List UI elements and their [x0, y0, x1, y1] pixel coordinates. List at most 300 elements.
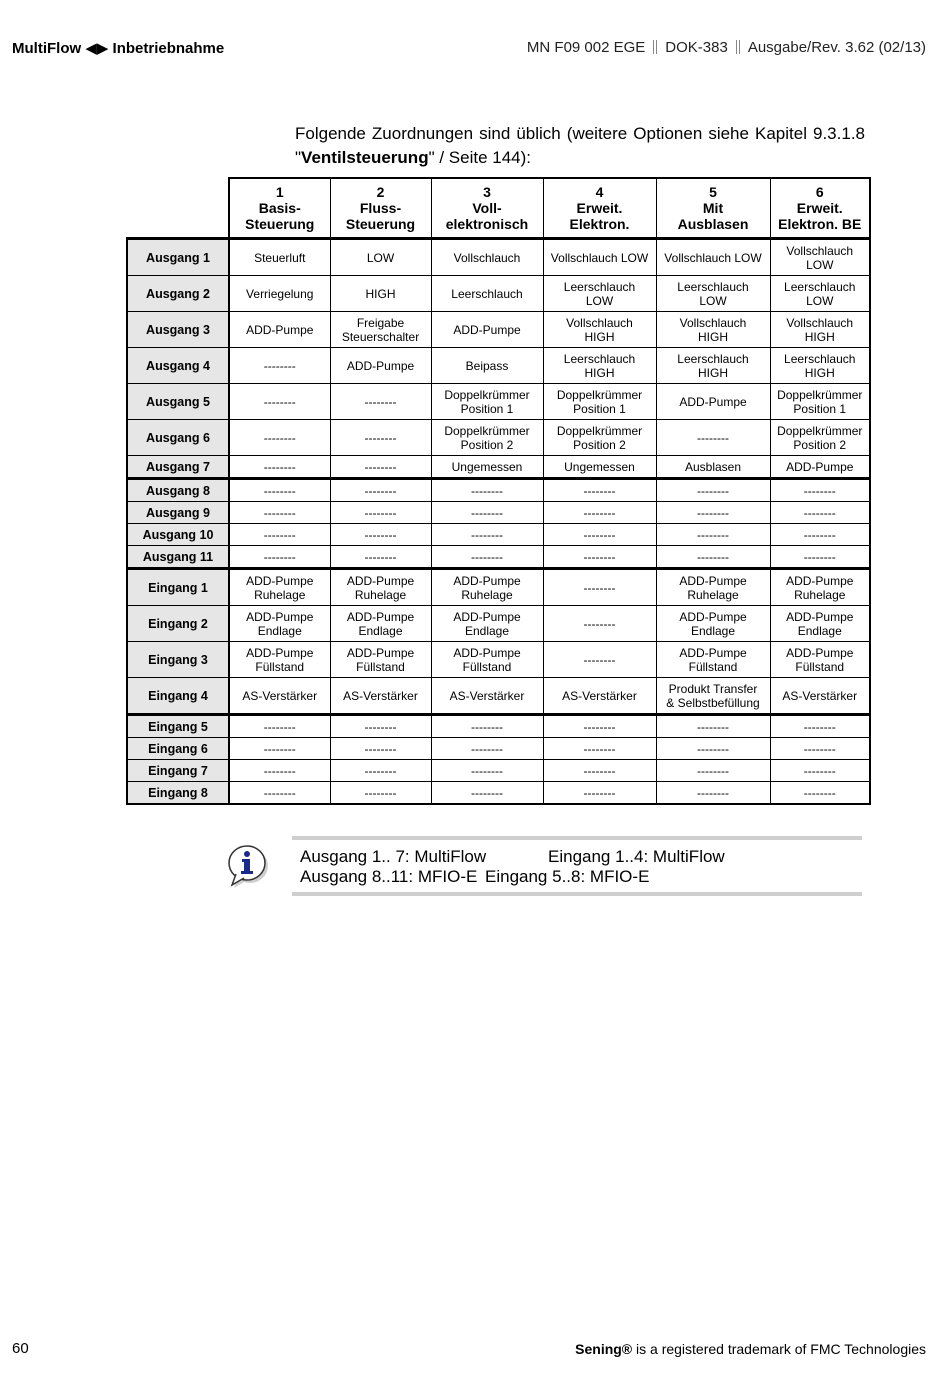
table-row — [127, 569, 870, 606]
cell-line: -------- — [803, 549, 836, 564]
doc-number: MN F09 002 EGE — [526, 39, 646, 56]
cell-line: -------- — [583, 652, 616, 667]
brand-name: Sening® — [575, 1341, 633, 1357]
table-cell — [431, 546, 543, 569]
column-header-line: 5 — [709, 184, 717, 200]
table-row — [127, 456, 870, 479]
cell-line: Vollschlauch — [786, 315, 854, 330]
cell-line: -------- — [697, 741, 729, 756]
cell-line: -------- — [364, 719, 397, 734]
table-cell — [229, 276, 330, 312]
footer-trademark — [575, 1341, 926, 1357]
table-cell — [330, 502, 431, 524]
table-cell — [770, 312, 870, 348]
table-cell — [543, 760, 656, 782]
table-cell — [431, 738, 543, 760]
table-cell — [229, 524, 330, 546]
cell-line: Ungemessen — [564, 459, 635, 474]
cell-line: ADD-Pumpe — [453, 322, 521, 337]
table-cell — [770, 479, 870, 502]
cell-line: Leerschlauch — [451, 286, 523, 301]
cell-line: -------- — [263, 394, 296, 409]
cell-line: -------- — [263, 549, 296, 564]
cell-line: -------- — [697, 430, 729, 445]
cell-line: -------- — [364, 394, 397, 409]
cell-line: -------- — [471, 785, 503, 800]
table-cell — [431, 642, 543, 678]
table-row — [127, 239, 870, 276]
row-label: Eingang 1 — [127, 569, 229, 606]
cell-line: -------- — [583, 741, 616, 756]
cell-line: -------- — [583, 616, 616, 631]
table-cell — [330, 606, 431, 642]
table-cell — [229, 606, 330, 642]
table-cell — [431, 239, 543, 276]
cell-line: LOW — [806, 257, 834, 272]
row-label: Eingang 6 — [127, 738, 229, 760]
cell-line: ADD-Pumpe — [453, 573, 521, 588]
table-cell — [229, 312, 330, 348]
table-cell — [330, 715, 431, 738]
info-icon — [226, 844, 272, 890]
cell-line: -------- — [263, 459, 296, 474]
cell-line: ADD-Pumpe — [786, 609, 854, 624]
table-cell — [656, 276, 770, 312]
column-header-line: elektronisch — [445, 216, 529, 232]
column-header-line: Elektron. — [569, 216, 630, 232]
row-label: Eingang 2 — [127, 606, 229, 642]
table-cell — [330, 760, 431, 782]
cell-line: Leerschlauch — [784, 351, 856, 366]
cell-line: ADD-Pumpe — [346, 573, 415, 588]
column-header-line: Voll- — [472, 200, 502, 216]
table-cell — [770, 738, 870, 760]
column-header-line: 2 — [376, 184, 385, 200]
table-cell — [656, 782, 770, 805]
column-header-line: 1 — [275, 184, 284, 200]
table-cell — [431, 678, 543, 715]
cell-line: -------- — [263, 527, 296, 542]
cell-line: -------- — [263, 505, 296, 520]
cell-line: -------- — [263, 430, 296, 445]
table-cell — [431, 715, 543, 738]
row-label: Eingang 4 — [127, 678, 229, 715]
cell-line: Ungemessen — [451, 459, 523, 474]
table-cell — [770, 678, 870, 715]
cell-line: -------- — [803, 763, 836, 778]
cell-line: ADD-Pumpe — [786, 573, 854, 588]
cell-line: -------- — [697, 505, 729, 520]
table-row — [127, 420, 870, 456]
table-cell — [229, 502, 330, 524]
cell-line: Ausblasen — [684, 459, 742, 474]
column-header-line: 4 — [595, 184, 604, 200]
table-cell — [656, 524, 770, 546]
cell-line: Position 2 — [460, 437, 514, 452]
cell-line: AS-Verstärker — [449, 688, 525, 703]
header-document-info — [527, 39, 926, 56]
cell-line: -------- — [583, 527, 616, 542]
cell-line: Ruhelage — [354, 587, 407, 602]
cell-line: -------- — [263, 719, 296, 734]
column-header-4 — [543, 178, 656, 239]
cell-line: ADD-Pumpe — [786, 645, 854, 660]
cell-line: -------- — [471, 505, 503, 520]
cell-line: Vollschlauch — [679, 315, 747, 330]
cell-line: Position 1 — [573, 401, 626, 416]
column-header-line: Steuerung — [345, 216, 416, 232]
cell-line: -------- — [263, 785, 296, 800]
column-header-2 — [330, 178, 431, 239]
cell-line: HIGH — [584, 365, 615, 380]
intro-text-before: Folgende Zuordnungen sind üblich (weitere Optionen siehe Kapitel 9.3.1.8 " — [295, 124, 865, 167]
cell-line: Doppelkrümmer — [777, 423, 863, 438]
cell-line: -------- — [364, 785, 397, 800]
cell-line: Doppelkrümmer — [444, 387, 530, 402]
cell-line: AS-Verstärker — [242, 688, 318, 703]
column-header-line: Basis- — [258, 200, 301, 216]
table-cell — [543, 678, 656, 715]
table-cell — [770, 782, 870, 805]
table-cell — [330, 678, 431, 715]
cell-line: AS-Verstärker — [343, 688, 418, 703]
table-cell — [431, 760, 543, 782]
cell-line: ADD-Pumpe — [679, 573, 747, 588]
table-cell — [431, 502, 543, 524]
cell-line: -------- — [364, 527, 397, 542]
cell-line: AS-Verstärker — [562, 688, 637, 703]
table-cell — [656, 348, 770, 384]
table-cell — [229, 738, 330, 760]
table-cell — [330, 642, 431, 678]
column-header-line: Mit — [702, 200, 724, 216]
table-cell — [330, 420, 431, 456]
cell-line: Vollschlauch — [786, 243, 854, 258]
table-cell — [330, 312, 431, 348]
cell-line: Doppelkrümmer — [556, 387, 643, 402]
cell-line: Ruhelage — [794, 587, 846, 602]
table-row — [127, 678, 870, 715]
cell-line: -------- — [583, 719, 616, 734]
cell-line: LOW — [806, 293, 834, 308]
cell-line: -------- — [583, 505, 616, 520]
table-cell — [656, 569, 770, 606]
table-cell — [543, 642, 656, 678]
cell-line: Doppelkrümmer — [777, 387, 863, 402]
cell-line: Ruhelage — [254, 587, 306, 602]
table-cell — [656, 479, 770, 502]
table-cell — [656, 760, 770, 782]
cell-line: HIGH — [804, 365, 835, 380]
cell-line: Vollschlauch LOW — [664, 250, 762, 265]
table-cell — [770, 420, 870, 456]
table-cell — [543, 479, 656, 502]
cell-line: Position 2 — [793, 437, 847, 452]
cell-line: -------- — [697, 785, 729, 800]
column-header-line: 3 — [483, 184, 491, 200]
table-row — [127, 606, 870, 642]
cell-line: -------- — [364, 459, 397, 474]
cell-line: ADD-Pumpe — [786, 459, 854, 474]
row-label: Ausgang 4 — [127, 348, 229, 384]
table-cell — [431, 606, 543, 642]
row-label: Ausgang 3 — [127, 312, 229, 348]
cell-line: -------- — [364, 549, 397, 564]
table-cell — [431, 569, 543, 606]
table-row — [127, 760, 870, 782]
note-divider-top — [292, 836, 862, 840]
note-inputs-mfio: Eingang 5..8: MFIO-E — [485, 867, 650, 886]
row-label: Ausgang 2 — [127, 276, 229, 312]
column-header-5 — [656, 178, 770, 239]
cell-line: -------- — [583, 763, 616, 778]
table-cell — [330, 239, 431, 276]
cell-line: Leerschlauch — [784, 279, 856, 294]
table-cell — [229, 384, 330, 420]
table-cell — [543, 546, 656, 569]
cell-line: -------- — [803, 741, 836, 756]
table-cell — [229, 348, 330, 384]
cell-line: Leerschlauch — [563, 279, 636, 294]
cell-line: -------- — [697, 719, 729, 734]
cell-line: -------- — [803, 483, 836, 498]
cell-line: ADD-Pumpe — [679, 645, 747, 660]
separator — [736, 40, 740, 54]
cell-line: LOW — [585, 293, 614, 308]
table-cell — [770, 642, 870, 678]
table-cell — [543, 524, 656, 546]
cell-line: -------- — [803, 719, 836, 734]
row-label: Ausgang 8 — [127, 479, 229, 502]
note-inputs-multiflow: Eingang 1..4: MultiFlow — [548, 847, 725, 866]
table-cell — [656, 546, 770, 569]
cell-line: -------- — [803, 785, 836, 800]
table-cell — [229, 569, 330, 606]
table-cell — [330, 456, 431, 479]
table-cell — [770, 456, 870, 479]
cell-line: Ruhelage — [461, 587, 513, 602]
column-header-3 — [431, 178, 543, 239]
revision: Ausgabe/Rev. 3.62 (02/13) — [747, 39, 926, 56]
table-cell — [543, 420, 656, 456]
cell-line: Leerschlauch — [563, 351, 636, 366]
cell-line: Endlage — [358, 623, 403, 638]
column-header-line: Steuerung — [245, 216, 315, 232]
table-cell — [229, 678, 330, 715]
cell-line: -------- — [364, 483, 397, 498]
table-cell — [543, 456, 656, 479]
cell-line: -------- — [263, 358, 296, 373]
table-cell — [770, 715, 870, 738]
cell-line: Leerschlauch — [677, 351, 749, 366]
column-header-1 — [229, 178, 330, 239]
cell-line: Leerschlauch — [677, 279, 749, 294]
cell-line: Ruhelage — [687, 587, 739, 602]
cell-line: HIGH — [365, 286, 396, 301]
table-cell — [229, 479, 330, 502]
row-label: Ausgang 9 — [127, 502, 229, 524]
cell-line: Position 1 — [793, 401, 847, 416]
table-cell — [431, 276, 543, 312]
cell-line: Freigabe — [356, 315, 405, 330]
cell-line: -------- — [263, 741, 296, 756]
cell-line: -------- — [697, 527, 729, 542]
cell-line: ADD-Pumpe — [453, 609, 521, 624]
cell-line: Füllstand — [795, 659, 845, 674]
table-row — [127, 546, 870, 569]
table-row — [127, 384, 870, 420]
note-outputs-multiflow: Ausgang 1.. 7: MultiFlow — [300, 847, 487, 866]
cell-line: Füllstand — [255, 659, 305, 674]
table-cell — [431, 524, 543, 546]
table-cell — [770, 606, 870, 642]
separator — [653, 40, 657, 54]
table-cell — [229, 642, 330, 678]
row-label: Eingang 5 — [127, 715, 229, 738]
cell-line: Position 2 — [573, 437, 626, 452]
cell-line: ADD-Pumpe — [246, 609, 314, 624]
table-cell — [229, 546, 330, 569]
table-cell — [431, 312, 543, 348]
table-cell — [330, 524, 431, 546]
column-header-6 — [770, 178, 870, 239]
cell-line: Füllstand — [356, 659, 405, 674]
cell-line: AS-Verstärker — [782, 688, 858, 703]
table-cell — [330, 782, 431, 805]
cell-line: ADD-Pumpe — [246, 573, 314, 588]
column-header-line: Erweit. — [576, 200, 623, 216]
row-label: Ausgang 7 — [127, 456, 229, 479]
table-cell — [656, 642, 770, 678]
cell-line: -------- — [583, 580, 616, 595]
table-cell — [543, 239, 656, 276]
table-cell — [656, 606, 770, 642]
table-cell — [229, 420, 330, 456]
intro-text-after: " / Seite 144): — [428, 148, 532, 167]
row-label: Ausgang 10 — [127, 524, 229, 546]
table-cell — [543, 782, 656, 805]
cell-line: Vollschlauch — [453, 250, 521, 265]
table-cell — [770, 546, 870, 569]
cell-line: Füllstand — [462, 659, 512, 674]
cell-line: -------- — [697, 549, 729, 564]
cell-line: HIGH — [804, 329, 835, 344]
column-header-line: Erweit. — [796, 200, 843, 216]
table-row — [127, 782, 870, 805]
table-cell — [330, 546, 431, 569]
table-cell — [330, 276, 431, 312]
table-row — [127, 502, 870, 524]
cell-line: -------- — [471, 527, 503, 542]
table-cell — [431, 420, 543, 456]
cell-line: Endlage — [690, 623, 736, 638]
table-cell — [770, 384, 870, 420]
cell-line: HIGH — [698, 329, 728, 344]
table-corner — [127, 178, 229, 239]
cell-line: Vollschlauch LOW — [550, 250, 649, 265]
table-cell — [656, 384, 770, 420]
table-row — [127, 479, 870, 502]
table-cell — [229, 715, 330, 738]
note-divider-bottom — [292, 892, 862, 896]
table-cell — [656, 420, 770, 456]
cell-line: -------- — [803, 527, 836, 542]
table-cell — [431, 479, 543, 502]
table-cell — [330, 348, 431, 384]
cell-line: ADD-Pumpe — [246, 645, 314, 660]
cell-line: -------- — [697, 483, 729, 498]
table-cell — [543, 569, 656, 606]
cell-line: Endlage — [464, 623, 510, 638]
cell-line: HIGH — [698, 365, 728, 380]
allocation-table — [126, 177, 871, 805]
table-cell — [770, 239, 870, 276]
row-label: Eingang 8 — [127, 782, 229, 805]
table-row — [127, 312, 870, 348]
trademark-text: is a registered trademark of FMC Technologies — [632, 1341, 926, 1357]
cell-line: ADD-Pumpe — [346, 609, 415, 624]
table-cell — [770, 276, 870, 312]
table-cell — [543, 606, 656, 642]
cell-line: LOW — [366, 250, 395, 265]
cell-line: -------- — [263, 483, 296, 498]
cell-line: -------- — [583, 483, 616, 498]
column-header-line: Ausblasen — [677, 216, 749, 232]
cell-line: -------- — [697, 763, 729, 778]
table-cell — [330, 569, 431, 606]
column-header-line: Elektron. BE — [778, 216, 862, 232]
column-header-line: 6 — [815, 184, 824, 200]
cell-line: Endlage — [257, 623, 302, 638]
cell-line: -------- — [471, 763, 503, 778]
table-cell — [543, 276, 656, 312]
intro-link-title: Ventilsteuerung — [301, 148, 429, 167]
table-cell — [656, 312, 770, 348]
column-header-line: Fluss- — [359, 200, 402, 216]
cell-line: -------- — [583, 785, 616, 800]
table-cell — [229, 782, 330, 805]
cell-line: Beipass — [465, 358, 509, 373]
table-cell — [543, 715, 656, 738]
table-cell — [431, 384, 543, 420]
table-row — [127, 642, 870, 678]
intro-paragraph — [295, 122, 865, 170]
page-number: 60 — [12, 1340, 29, 1357]
table-row — [127, 524, 870, 546]
table-cell — [431, 348, 543, 384]
cell-line: -------- — [364, 741, 397, 756]
table-row — [127, 715, 870, 738]
table-cell — [656, 678, 770, 715]
cell-line: -------- — [803, 505, 836, 520]
cell-line: Steuerschalter — [341, 329, 420, 344]
cell-line: ADD-Pumpe — [346, 645, 415, 660]
table-cell — [770, 569, 870, 606]
cell-line: -------- — [583, 549, 616, 564]
cell-line: Vollschlauch — [566, 315, 633, 330]
table-cell — [543, 738, 656, 760]
cell-line: -------- — [364, 763, 397, 778]
table-row — [127, 276, 870, 312]
table-cell — [543, 348, 656, 384]
table-cell — [770, 760, 870, 782]
cell-line: & Selbstbefüllung — [666, 695, 760, 710]
table-cell — [656, 502, 770, 524]
cell-line: ADD-Pumpe — [246, 322, 314, 337]
cell-line: -------- — [471, 483, 503, 498]
cell-line: Verriegelung — [246, 286, 314, 301]
cell-line: Doppelkrümmer — [556, 423, 643, 438]
